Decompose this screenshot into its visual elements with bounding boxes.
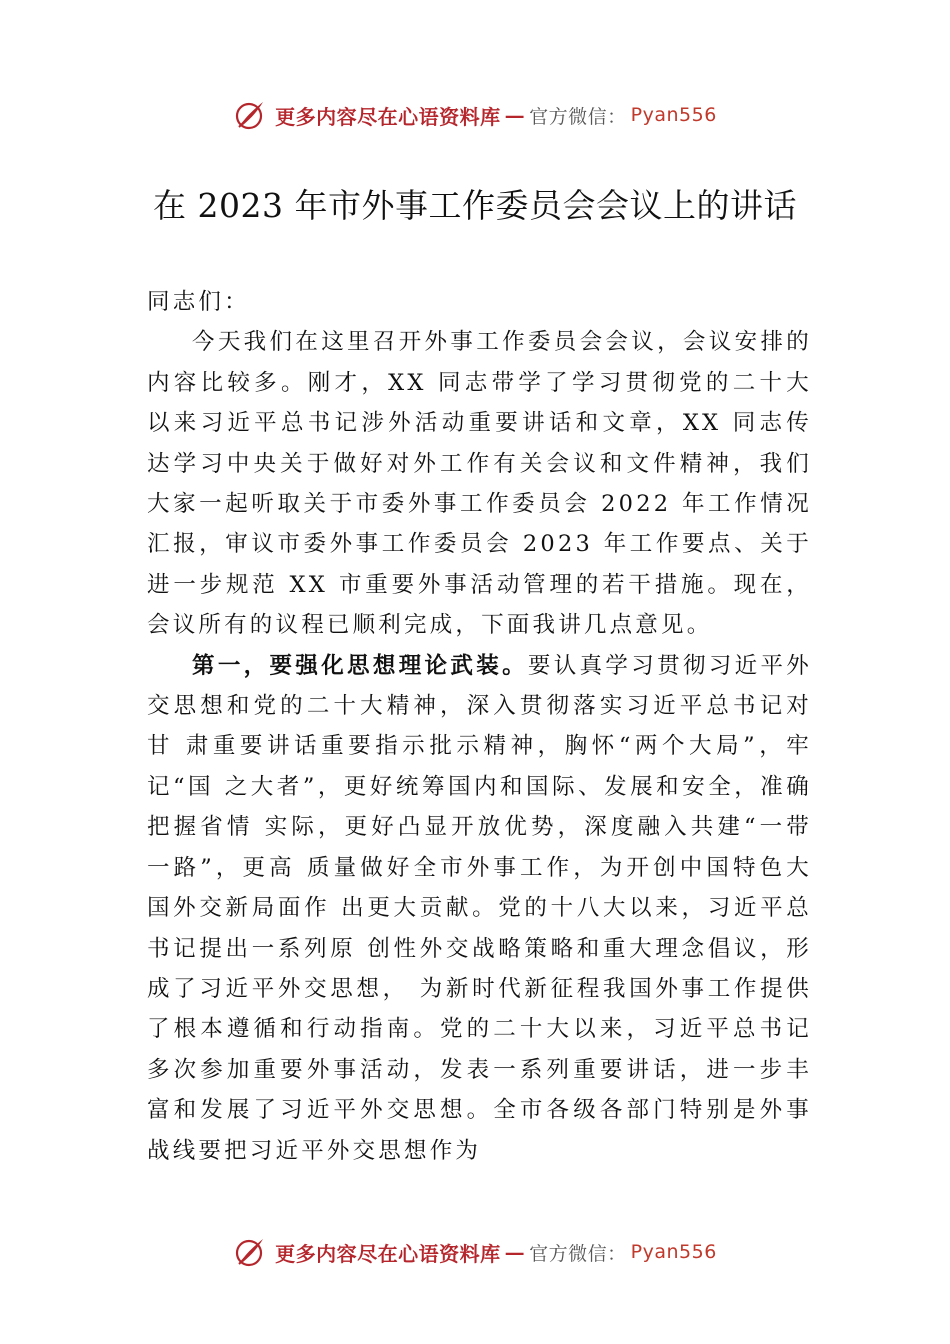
- document-title: 在 2023 年市外事工作委员会会议上的讲话: [153, 186, 797, 225]
- paragraph-2: [147, 646, 812, 1171]
- banner-dash: —: [504, 1240, 526, 1264]
- banner-wechat-label: 官方微信：: [529, 1242, 627, 1265]
- banner-brand-text: 更多内容尽在心语资料库: [275, 104, 501, 129]
- banner-wechat-id: Pyan556: [630, 1241, 717, 1263]
- banner-dash: —: [504, 103, 526, 127]
- quill-logo-icon: [233, 1235, 267, 1269]
- salutation: 同志们：: [147, 289, 250, 315]
- banner-wechat-id: Pyan556: [630, 104, 717, 126]
- footer-watermark-banner: [0, 1232, 950, 1272]
- quill-logo-icon: [233, 98, 267, 132]
- document-body: [147, 282, 812, 1171]
- paragraph-2-body: 要认真学习贯彻习近平外交思想和党的二十大精神，深入贯彻落实习近平总书记对甘 肃重要讲话重要指示批示精神，胸怀“两个大局”，牢记“国 之大者”，更好统筹国内和国际、发展和安全，准确把握省情 实际，更好凸显开放优势，深度融入共建“一带一路”，更高 质量做好全市外事工作，为开创中国特色大国外交新局面作 出更大贡献。党的十八大以来，习近平总书记提出一系列原 创性外交战略策略和重大理念倡议，形成了习近平外交思想， 为新时代新征程我国外事工作提供了根本遵循和行动指南。党的二十大以来，习近平总书记多次参加重要外事活动，发表一系列重要讲话，进一步丰富和发展了习近平外交思想。全市各级各部门特别是外事战线要把习近平外交思想作为: [147, 652, 812, 1164]
- header-watermark-banner: [0, 95, 950, 135]
- paragraph-1: 今天我们在这里召开外事工作委员会会议，会议安排的内容比较多。刚才，XX 同志带学了学习贯彻党的二十大以来习近平总书记涉外活动重要讲话和文章，XX 同志传达学习中央关于做好对外工作有关会议和文件精神，我们大家一起听取关于市委外事工作委员会 2022 年工作情况汇报，审议市委外事工作委员会 2023 年工作要点、关于进一步规范 XX 市重要外事活动管理的若干措施。现在，会议所有的议程已顺利完成，下面我讲几点意见。: [147, 329, 812, 639]
- banner-brand-text: 更多内容尽在心语资料库: [275, 1241, 501, 1266]
- banner-wechat-label: 官方微信：: [529, 105, 627, 128]
- paragraph-2-lead: 第一，要强化思想理论武装。: [192, 652, 528, 679]
